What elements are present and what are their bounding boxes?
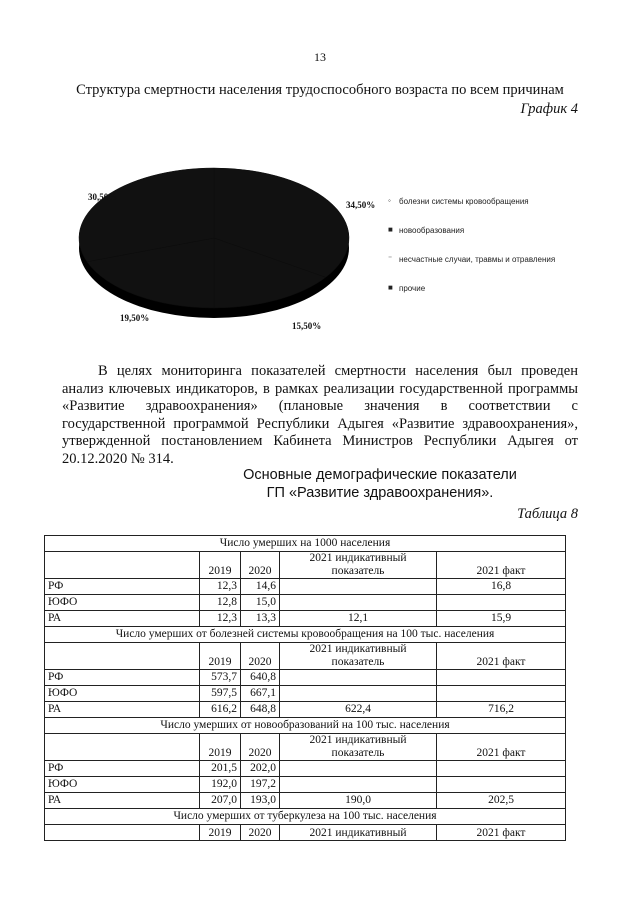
pie-label-neschastnye: 19,50% — [120, 313, 150, 323]
chart-label: График 4 — [520, 101, 578, 117]
header-indicative: 2021 индикативный показатель — [280, 734, 437, 761]
subheading-line: Основные демографические показатели — [243, 467, 517, 483]
header-2019: 2019 — [200, 552, 241, 579]
pie-chart — [70, 150, 570, 340]
header-2020: 2020 — [241, 643, 280, 670]
pie-label-prochie: 30,50% — [88, 192, 118, 202]
table-header-row — [45, 552, 566, 579]
legend-item — [388, 225, 578, 236]
header-indicative: 2021 индикативный — [280, 825, 437, 841]
table-row — [45, 595, 566, 611]
value-2020-cell: 202,0 — [241, 761, 280, 777]
table-header-row — [45, 643, 566, 670]
fact-cell: 16,8 — [437, 579, 566, 595]
header-fact: 2021 факт — [437, 643, 566, 670]
legend-label: болезни системы кровообращения — [399, 197, 529, 206]
indicative-cell — [280, 761, 437, 777]
header-blank — [45, 734, 200, 761]
indicative-cell — [280, 579, 437, 595]
fact-cell: 15,9 — [437, 611, 566, 627]
legend-label: прочие — [399, 284, 426, 293]
demographic-table — [44, 535, 566, 841]
legend-marker-icon: ■ — [388, 283, 393, 292]
fact-cell: 202,5 — [437, 793, 566, 809]
header-2019: 2019 — [200, 734, 241, 761]
indicative-cell — [280, 670, 437, 686]
value-2020-cell: 197,2 — [241, 777, 280, 793]
header-indicative: 2021 индикативный показатель — [280, 643, 437, 670]
header-indicative: 2021 индикативный показатель — [280, 552, 437, 579]
indicative-cell: 622,4 — [280, 702, 437, 718]
header-blank — [45, 643, 200, 670]
fact-cell — [437, 777, 566, 793]
fact-cell — [437, 686, 566, 702]
legend-marker-icon: ◦ — [388, 196, 391, 205]
header-2019: 2019 — [200, 643, 241, 670]
value-2019-cell: 12,8 — [200, 595, 241, 611]
section-title: Число умерших от болезней системы кровообращения на 100 тыс. населения — [45, 627, 566, 643]
value-2020-cell: 193,0 — [241, 793, 280, 809]
header-2019: 2019 — [200, 825, 241, 841]
pie-label-krovoobrashcheniya: 34,50% — [346, 200, 376, 210]
header-blank — [45, 825, 200, 841]
value-2019-cell: 597,5 — [200, 686, 241, 702]
table-row — [45, 761, 566, 777]
table-section-title-row — [45, 536, 566, 552]
table-label: Таблица 8 — [517, 506, 578, 522]
value-2020-cell: 14,6 — [241, 579, 280, 595]
section-title: Число умерших от туберкулеза на 100 тыс. населения — [45, 809, 566, 825]
value-2019-cell: 207,0 — [200, 793, 241, 809]
header-2020: 2020 — [241, 734, 280, 761]
header-fact: 2021 факт — [437, 825, 566, 841]
value-2019-cell: 616,2 — [200, 702, 241, 718]
value-2020-cell: 15,0 — [241, 595, 280, 611]
region-cell: РФ — [45, 579, 200, 595]
region-cell: РА — [45, 793, 200, 809]
region-cell: ЮФО — [45, 686, 200, 702]
value-2019-cell: 201,5 — [200, 761, 241, 777]
table-row — [45, 670, 566, 686]
value-2019-cell: 573,7 — [200, 670, 241, 686]
value-2020-cell: 640,8 — [241, 670, 280, 686]
table-subheading — [180, 467, 580, 502]
region-cell: РФ — [45, 670, 200, 686]
legend-item — [388, 254, 578, 265]
table-row — [45, 793, 566, 809]
table-row — [45, 777, 566, 793]
pie-label-novoobrazovaniya: 15,50% — [292, 321, 322, 331]
indicative-cell — [280, 686, 437, 702]
value-2020-cell: 13,3 — [241, 611, 280, 627]
table-header-row — [45, 734, 566, 761]
region-cell: РФ — [45, 761, 200, 777]
table-row — [45, 686, 566, 702]
table-section-title-row — [45, 718, 566, 734]
fact-cell — [437, 670, 566, 686]
value-2019-cell: 192,0 — [200, 777, 241, 793]
header-fact: 2021 факт — [437, 552, 566, 579]
value-2020-cell: 648,8 — [241, 702, 280, 718]
section-title: Число умерших от новообразований на 100 тыс. населения — [45, 718, 566, 734]
header-blank — [45, 552, 200, 579]
body-paragraph — [62, 363, 578, 469]
value-2019-cell: 12,3 — [200, 611, 241, 627]
chart-legend — [388, 196, 578, 312]
value-2020-cell: 667,1 — [241, 686, 280, 702]
subheading-line: ГП «Развитие здравоохранения». — [266, 484, 494, 501]
region-cell: РА — [45, 702, 200, 718]
chart-title: Структура смертности населения трудоспособного возраста по всем причинам — [76, 82, 564, 98]
legend-marker-icon: ⁻ — [388, 254, 393, 263]
section-title: Число умерших на 1000 населения — [45, 536, 566, 552]
page-number: 13 — [314, 50, 326, 64]
region-cell: ЮФО — [45, 777, 200, 793]
legend-item — [388, 196, 578, 207]
indicative-cell — [280, 595, 437, 611]
indicative-cell: 12,1 — [280, 611, 437, 627]
table-row — [45, 579, 566, 595]
table-row — [45, 611, 566, 627]
paragraph-text: В целях мониторинга показателей смертности населения был проведен анализ ключевых индикаторов, в рамках реализации государственной программы «Развитие здравоохранения» (плановые значения в соответствии с государственной программой Республики Адыгея «Развитие здравоохранения», утвержденной постановлением Кабинета Министров Республики Адыгея от 20.12.2020 № 314. — [62, 363, 578, 467]
header-2020: 2020 — [241, 825, 280, 841]
legend-marker-icon: ■ — [388, 225, 393, 234]
indicative-cell: 190,0 — [280, 793, 437, 809]
region-cell: РА — [45, 611, 200, 627]
table-row — [45, 702, 566, 718]
table-header-row — [45, 825, 566, 841]
legend-label: новообразования — [399, 226, 465, 235]
table-section-title-row — [45, 627, 566, 643]
value-2019-cell: 12,3 — [200, 579, 241, 595]
fact-cell: 716,2 — [437, 702, 566, 718]
fact-cell — [437, 595, 566, 611]
legend-label: несчастные случаи, травмы и отравления — [399, 255, 556, 264]
header-2020: 2020 — [241, 552, 280, 579]
legend-item — [388, 283, 578, 294]
table-section-title-row — [45, 809, 566, 825]
header-fact: 2021 факт — [437, 734, 566, 761]
fact-cell — [437, 761, 566, 777]
indicative-cell — [280, 777, 437, 793]
region-cell: ЮФО — [45, 595, 200, 611]
